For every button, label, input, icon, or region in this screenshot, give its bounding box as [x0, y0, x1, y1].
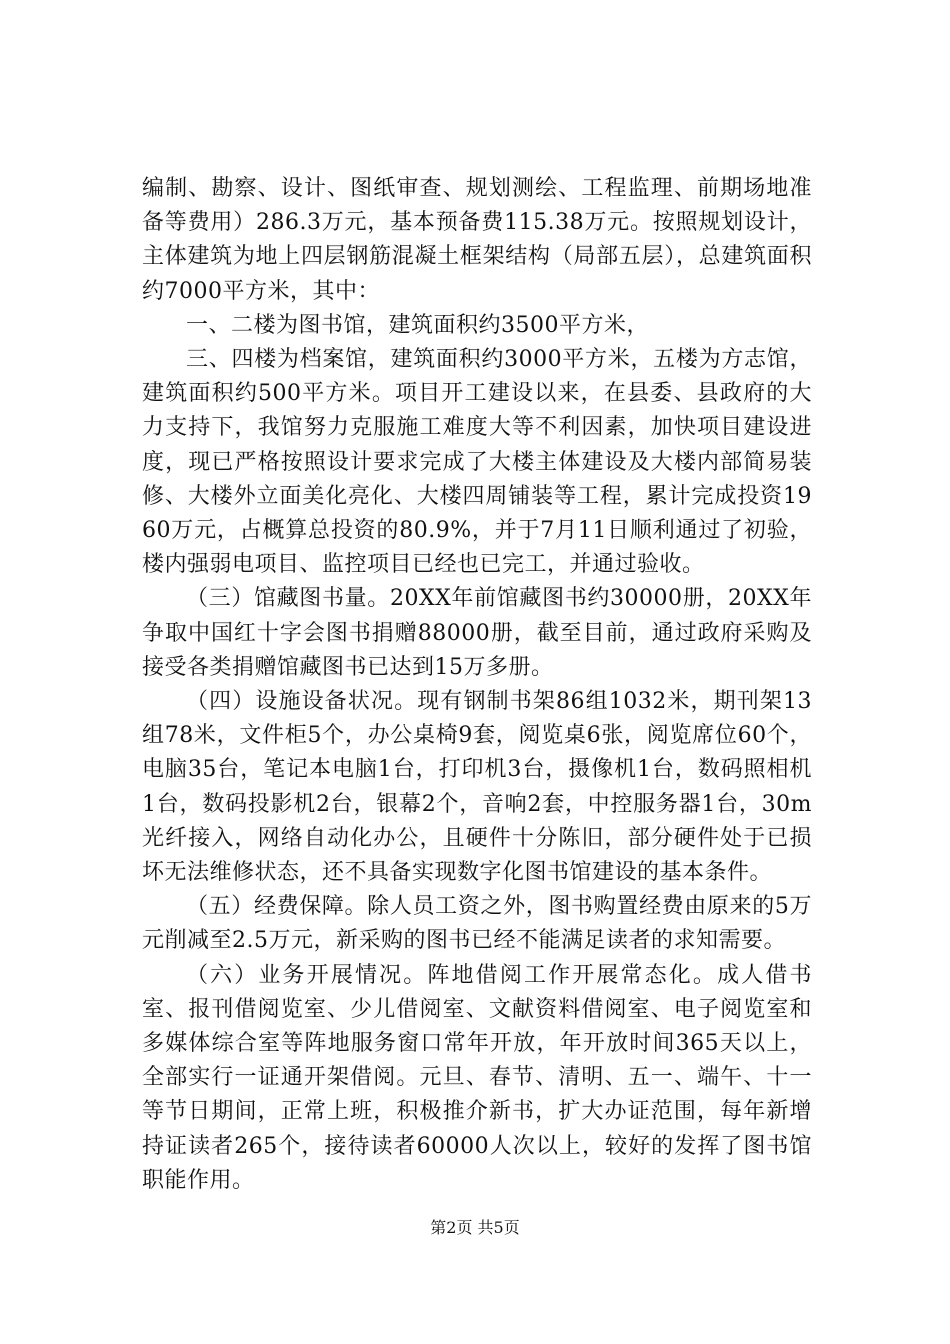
paragraph-7: （六）业务开展情况。阵地借阅工作开展常态化。成人借书室、报刊借阅览室、少儿借阅室、文献资料借阅室、电子阅览室和多媒体综合室等阵地服务窗口常年开放，年开放时间365天以上，全部实行一证通开架借阅。元旦、春节、清明、五一、端午、十一等节日期间，正常上班，积极推介新书，扩大办证范围，每年新增持证读者265个，接待读者60000人次以上，较好的发挥了图书馆职能作用。 [142, 962, 812, 1193]
paragraph-2: 一、二楼为图书馆，建筑面积约3500平方米， [186, 312, 649, 338]
paragraph-5: （四）设施设备状况。现有钢制书架86组1032米，期刊架13组78米，文件柜5个，办公桌椅9套，阅览桌6张，阅览席位60个，电脑35台，笔记本电脑1台，打印机3台，摄像机1台，数码照相机1台，数码投影机2台，银幕2个，音响2套，中控服务器1台，30m光纤接入，网络自动化办公，且硬件十分陈旧，部分硬件处于已损坏无法维修状态，还不具备实现数字化图书馆建设的基本条件。 [142, 689, 812, 886]
paragraph-3: 三、四楼为档案馆，建筑面积约3000平方米，五楼为方志馆，建筑面积约500平方米。项目开工建设以来，在县委、县政府的大力支持下，我馆努力克服施工难度大等不利因素，加快项目建设进度，现已严格按照设计要求完成了大楼主体建设及大楼内部简易装修、大楼外立面美化亮化、大楼四周铺装等工程，累计完成投资1960万元，占概算总投资的80.9%，并于7月11日顺利通过了初验，楼内强弱电项目、监控项目已经也已完工，并通过验收。 [142, 347, 812, 578]
document-body [142, 172, 812, 1198]
paragraph-4: （三）馆藏图书量。20XX年前馆藏图书约30000册，20XX年争取中国红十字会图书捐赠88000册，截至目前，通过政府采购及接受各类捐赠馆藏图书已达到15万多册。 [142, 586, 812, 680]
paragraph-1: 编制、勘察、设计、图纸审查、规划测绘、工程监理、前期场地准备等费用）286.3万元，基本预备费115.38万元。按照规划设计，主体建筑为地上四层钢筋混凝土框架结构（局部五层），总建筑面积约7000平方米，其中： [142, 176, 812, 304]
page-number-label: 第2页 共5页 [430, 1218, 520, 1237]
paragraph-6: （五）经费保障。除人员工资之外，图书购置经费由原来的5万元削减至2.5万元，新采购的图书已经不能满足读者的求知需要。 [142, 894, 812, 954]
page-footer [0, 1218, 950, 1238]
